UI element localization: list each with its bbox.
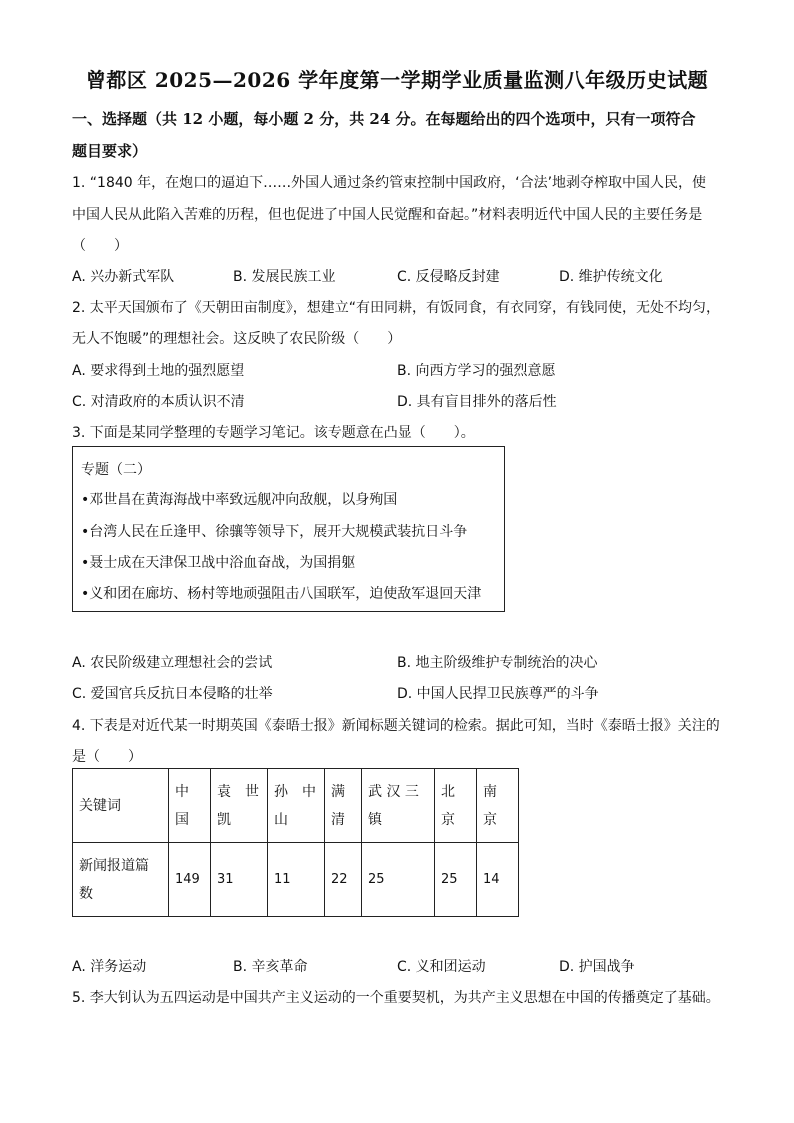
q1-blank: （ ） xyxy=(72,238,128,254)
study-note-box xyxy=(72,446,505,612)
q2-stem-line1: 2. 太平天国颁布了《天朝田亩制度》，想建立“有田同耕，有饭同食，有衣同穿，有钱同使，无处不均匀， xyxy=(72,300,721,316)
q3-option-d[interactable]: D. 中国人民捍卫民族尊严的斗争 xyxy=(397,686,599,702)
exam-title: 曾都区 2025—2026 学年度第一学期学业质量监测八年级历史试题 xyxy=(85,68,709,92)
q4-option-b[interactable]: B. 辛亥革命 xyxy=(233,959,308,975)
table-cell: 11 xyxy=(268,843,325,917)
q3-stem: 3. 下面是某同学整理的专题学习笔记。该专题意在凸显（ ）。 xyxy=(72,425,475,441)
q2-stem-line2: 无人不饱暖”的理想社会。这反映了农民阶级（ ） xyxy=(72,331,402,347)
q2-option-d[interactable]: D. 具有盲目排外的落后性 xyxy=(397,394,557,410)
q1-stem-line2: 中国人民从此陷入苦难的历程，但也促进了中国人民觉醒和奋起。”材料表明近代中国人民的主要任务是 xyxy=(72,207,703,223)
table-row xyxy=(73,843,519,917)
q4-stem-line2: 是（ ） xyxy=(72,749,142,765)
q5-stem: 5. 李大钊认为五四运动是中国共产主义运动的一个重要契机，为共产主义思想在中国的传播奠定了基础。 xyxy=(72,990,720,1006)
table-header-cell: 新闻报道篇 数 xyxy=(73,843,169,917)
q3-option-b[interactable]: B. 地主阶级维护专制统治的决心 xyxy=(397,655,598,671)
table-header-cell: 南 京 xyxy=(477,769,519,843)
study-note-item: •邓世昌在黄海海战中率致远舰冲向敌舰，以身殉国 xyxy=(81,492,398,508)
q1-option-b[interactable]: B. 发展民族工业 xyxy=(233,269,336,285)
q4-option-c[interactable]: C. 义和团运动 xyxy=(397,959,486,975)
table-header-cell: 关键词 xyxy=(73,769,169,843)
table-header-cell: 武 汉 三 镇 xyxy=(362,769,435,843)
q3-option-a[interactable]: A. 农民阶级建立理想社会的尝试 xyxy=(72,655,273,671)
table-cell: 25 xyxy=(435,843,477,917)
table-cell: 149 xyxy=(169,843,211,917)
q4-stem-line1: 4. 下表是对近代某一时期英国《泰晤士报》新闻标题关键词的检索。据此可知，当时《泰晤士报》关注的 xyxy=(72,718,720,734)
table-header-cell: 袁 世 凯 xyxy=(211,769,268,843)
q2-option-c[interactable]: C. 对清政府的本质认识不清 xyxy=(72,394,245,410)
section-heading: 一、选择题（共 12 小题，每小题 2 分，共 24 分。在每题给出的四个选项中，只有一项符合 xyxy=(72,110,696,128)
q2-option-b[interactable]: B. 向西方学习的强烈意愿 xyxy=(397,363,556,379)
table-header-cell: 满 清 xyxy=(325,769,362,843)
q2-option-a[interactable]: A. 要求得到土地的强烈愿望 xyxy=(72,363,245,379)
table-cell: 25 xyxy=(362,843,435,917)
table-cell: 14 xyxy=(477,843,519,917)
q4-option-a[interactable]: A. 洋务运动 xyxy=(72,959,147,975)
q1-stem-line1: 1. “1840 年，在炮口的逼迫下……外国人通过条约管束控制中国政府，‘合法’地剥夺榨取中国人民，使 xyxy=(72,175,707,191)
table-header-cell: 孙 中 山 xyxy=(268,769,325,843)
study-note-item: •聂士成在天津保卫战中浴血奋战，为国捐躯 xyxy=(81,555,356,571)
keyword-table xyxy=(72,768,519,917)
q4-option-d[interactable]: D. 护国战争 xyxy=(559,959,635,975)
table-cell: 31 xyxy=(211,843,268,917)
q1-option-d[interactable]: D. 维护传统文化 xyxy=(559,269,663,285)
section-heading-cont: 题目要求） xyxy=(72,142,148,160)
table-header-cell: 北 京 xyxy=(435,769,477,843)
q3-option-c[interactable]: C. 爱国官兵反抗日本侵略的壮举 xyxy=(72,686,273,702)
q1-option-a[interactable]: A. 兴办新式军队 xyxy=(72,269,175,285)
q1-option-c[interactable]: C. 反侵略反封建 xyxy=(397,269,500,285)
table-row xyxy=(73,769,519,843)
study-note-item: •义和团在廊坊、杨村等地顽强阻击八国联军，迫使敌军退回天津 xyxy=(81,586,482,602)
study-note-heading: 专题（二） xyxy=(81,462,151,478)
table-cell: 22 xyxy=(325,843,362,917)
table-header-cell: 中 国 xyxy=(169,769,211,843)
study-note-item: •台湾人民在丘逢甲、徐骧等领导下，展开大规模武装抗日斗争 xyxy=(81,524,468,540)
